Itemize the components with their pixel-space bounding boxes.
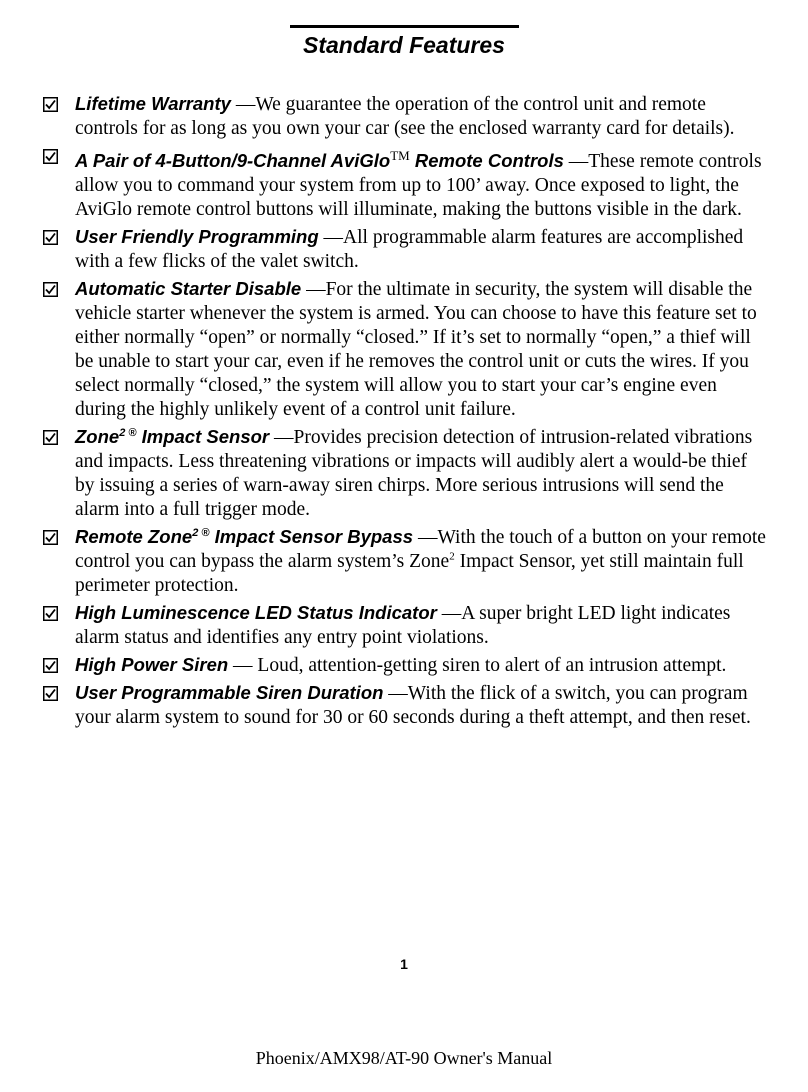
feature-item-led-status-indicator: [43, 601, 771, 650]
feature-name: [75, 150, 564, 171]
superscript-mark: 2 ®: [119, 427, 137, 439]
feature-name-part: Remote Controls: [409, 150, 564, 172]
feature-name: Automatic Starter Disable: [75, 278, 302, 300]
feature-name: User Programmable Siren Duration: [75, 682, 384, 704]
checkbox-checked-icon: [43, 430, 58, 445]
checkbox-checked-icon: [43, 149, 58, 164]
page-number: 1: [400, 956, 408, 972]
feature-item-siren-duration: [43, 681, 771, 730]
checkbox-checked-icon: [43, 230, 58, 245]
manual-title-footer: Phoenix/AMX98/AT-90 Owner's Manual: [255, 1048, 553, 1068]
checkbox-checked-icon: [43, 530, 58, 545]
feature-item-automatic-starter-disable: [43, 277, 771, 422]
checkbox-checked-icon: [43, 686, 58, 701]
checkbox-checked-icon: [43, 97, 58, 112]
feature-name: High Luminescence LED Status Indicator: [75, 602, 437, 624]
feature-item-impact-sensor-bypass: [43, 525, 771, 598]
feature-description: —These remote controls allow you to command your system from up to 100’ away. Once exposed to light, the AviGlo remote control buttons will illuminate, making the buttons visible in the dark.: [75, 151, 762, 221]
feature-item-high-power-siren: [43, 653, 771, 678]
feature-name-part: Impact Sensor: [136, 426, 270, 448]
checkbox-checked-icon: [43, 282, 58, 297]
trademark-mark: TM: [390, 148, 410, 163]
superscript-mark: 2: [449, 550, 455, 563]
feature-item-user-friendly-programming: [43, 225, 771, 274]
feature-name: [75, 426, 269, 447]
feature-item-impact-sensor: [43, 425, 771, 522]
checkbox-checked-icon: [43, 606, 58, 621]
checkbox-checked-icon: [43, 658, 58, 673]
feature-name: High Power Siren: [75, 654, 229, 676]
superscript-mark: 2 ®: [192, 527, 210, 539]
page-title: Standard Features: [303, 32, 505, 58]
feature-item-remote-controls: [43, 144, 771, 222]
title-rule: [290, 25, 519, 28]
feature-name-part: Zone: [75, 426, 120, 448]
feature-item-lifetime-warranty: [43, 92, 771, 141]
feature-list: [43, 92, 771, 733]
feature-name-part: Remote Zone: [75, 526, 193, 548]
feature-description: —We guarantee the operation of the control unit and remote controls for as long as you own your car (see the enclosed warranty card for details).: [75, 94, 735, 139]
feature-description-part: Impact Sensor, yet still maintain full perimeter protection.: [75, 551, 744, 597]
feature-description: —With the flick of a switch, you can program your alarm system to sound for 30 or 60 seconds during a theft attempt, and then reset.: [75, 683, 751, 729]
feature-description: —A super bright LED light indicates alarm status and identifies any entry point violations.: [75, 603, 731, 649]
feature-description: — Loud, attention-getting siren to alert of an intrusion attempt.: [228, 655, 727, 677]
feature-description-part: —With the touch of a button on your remote control you can bypass the alarm system’s Zone: [75, 527, 766, 573]
feature-name: Lifetime Warranty: [75, 93, 231, 114]
feature-description: —For the ultimate in security, the system will disable the vehicle starter whenever the system is armed. You can choose to have this feature set to either normally “open” or normally “closed.” If it’s set to normally “open,” a thief will be unable to start your car, even if he removes the control unit or cuts the wires. If you select normally “closed,” the system will allow you to start your car’s engine even during the highly unlikely event of a control unit failure.: [75, 279, 757, 421]
feature-name: User Friendly Programming: [75, 226, 319, 248]
feature-description: —All programmable alarm features are accomplished with a few flicks of the valet switch.: [75, 227, 744, 273]
feature-description: —Provides precision detection of intrusion-related vibrations and impacts. Less threatening vibrations or impacts will audibly alert a would-be thief by issuing a series of warn-away siren chirps. More serious intrusions will send the alarm into a full trigger mode.: [75, 427, 753, 521]
feature-name-part: Impact Sensor Bypass: [209, 526, 414, 548]
feature-name-part: A Pair of 4-Button/9-Channel AviGlo: [75, 150, 391, 172]
feature-name: [75, 526, 413, 547]
